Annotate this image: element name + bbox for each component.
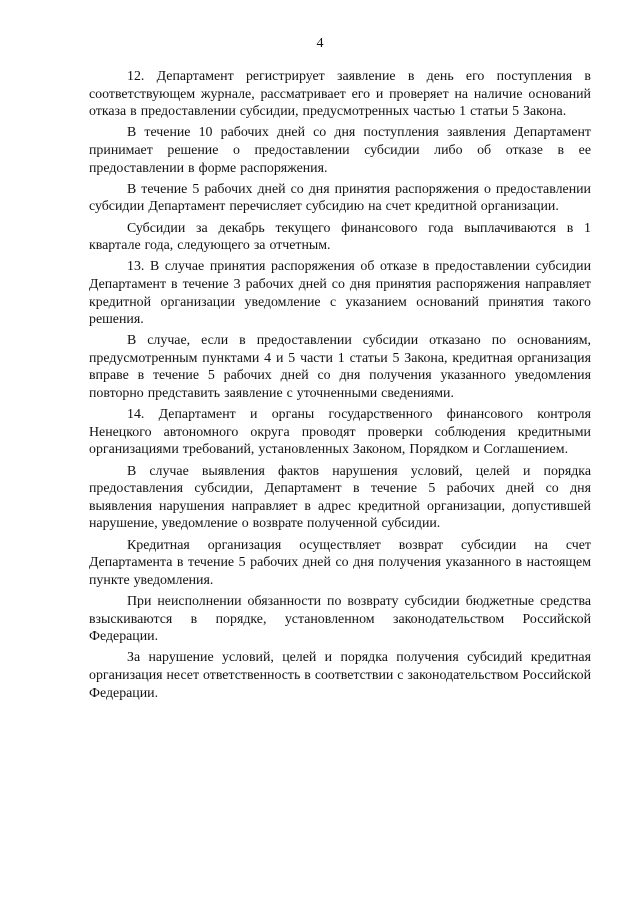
paragraph-decision-term: В течение 10 рабочих дней со дня поступления заявления Департамент принимает решение о предоставлении субсидии либо об отказе в ее предоставлении в форме распоряжения.	[89, 125, 591, 176]
paragraph-transfer-term: В течение 5 рабочих дней со дня принятия распоряжения о предоставлении субсидии Департамент перечисляет субсидию на счет кредитной организации.	[89, 181, 591, 215]
paragraph-12-registration: 12. Департамент регистрирует заявление в день его поступления в соответствующем журнале, рассматривает его и проверяет на наличие оснований отказа в предоставлении субсидии, предусмотренных частью 1 статьи 5 Закона.	[89, 69, 591, 120]
paragraph-recovery: При неисполнении обязанности по возврату субсидии бюджетные средства взыскиваются в порядке, установленном законодательством Российской Федерации.	[89, 593, 591, 645]
document-body	[89, 68, 591, 706]
paragraph-liability: За нарушение условий, целей и порядка получения субсидий кредитная организация несет ответственность в соответствии с законодательством Российской Федерации.	[89, 650, 592, 701]
paragraph-refund-term: Кредитная организация осуществляет возврат субсидии на счет Департамента в течение 5 рабочих дней со дня получения указанного в настоящем пункте уведомления.	[89, 537, 591, 588]
paragraph-13-refusal-notice: 13. В случае принятия распоряжения об отказе в предоставлении субсидии Департамент в течение 3 рабочих дней со дня принятия распоряжения направляет кредитной организации уведомление с указанием оснований принятия такого решения.	[89, 259, 591, 328]
page-number: 4	[316, 36, 324, 51]
paragraph-resubmission: В случае, если в предоставлении субсидии отказано по основаниям, предусмотренным пунктами 4 и 5 части 1 статьи 5 Закона, кредитная организация вправе в течение 5 рабочих дней со дня получения указанного уведомления повторно представить заявление с уточненными сведениями.	[89, 333, 591, 402]
paragraph-violation-notice: В случае выявления фактов нарушения условий, целей и порядка предоставления субсидии, Департамент в течение 5 рабочих дней со дня выявления нарушения направляет в адрес кредитной организации, допустившей нарушение, уведомление о возврате полученной субсидии.	[89, 463, 591, 532]
paragraph-14-inspections: 14. Департамент и органы государственного финансового контроля Ненецкого автономного округа проводят проверки соблюдения кредитными организациями требований, установленных Законом, Порядком и Соглашением.	[89, 407, 591, 458]
paragraph-december-subsidies: Субсидии за декабрь текущего финансового года выплачиваются в 1 квартале года, следующего за отчетным.	[89, 220, 591, 254]
